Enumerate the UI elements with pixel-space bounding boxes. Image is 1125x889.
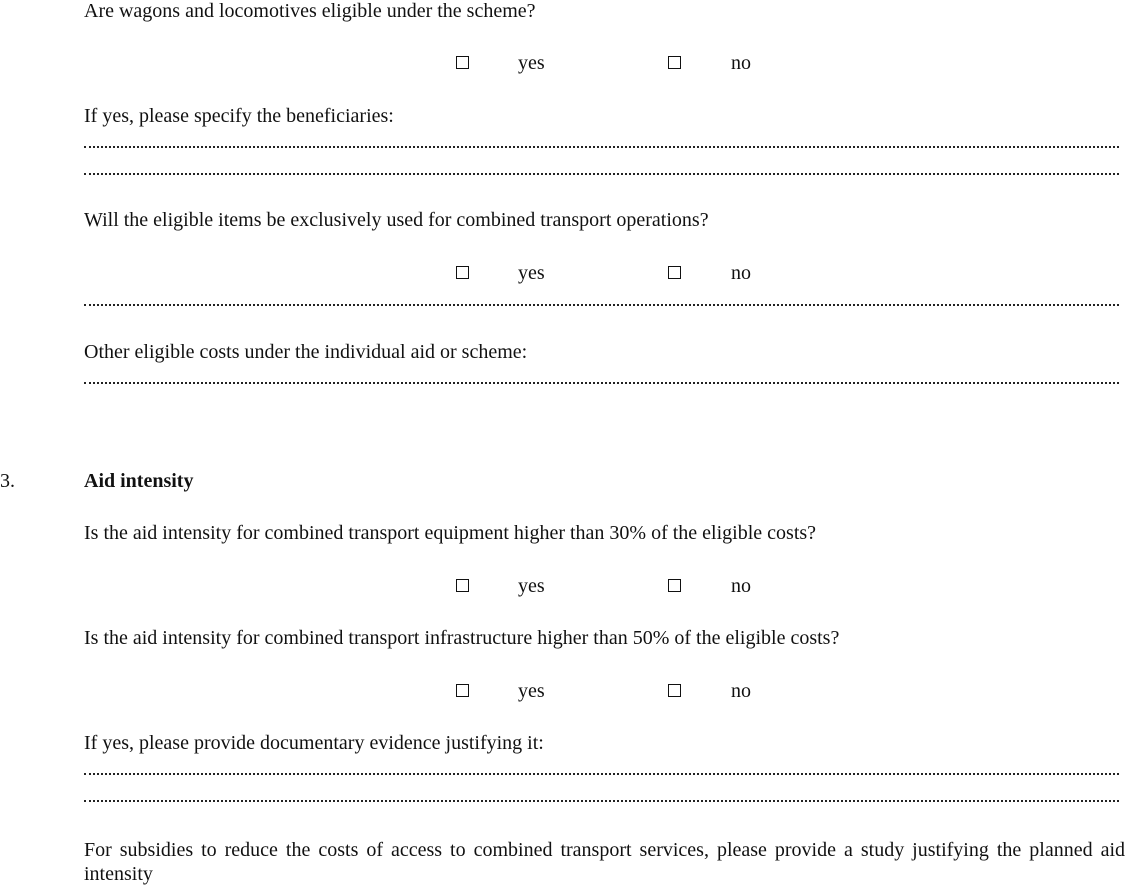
question-wagons-eligible: Are wagons and locomotives eligible under the scheme? [84, 0, 536, 22]
question-specify-beneficiaries: If yes, please specify the beneficiaries: [84, 105, 394, 127]
q2-yes-label: yes [518, 262, 545, 284]
q4-yes-label: yes [518, 575, 545, 597]
question-access-cost-subsidies: For subsidies to reduce the costs of access to combined transport services, please provide a study justifying the planned aid intensity [84, 839, 1125, 885]
section-number: 3. [0, 470, 15, 492]
answer-line-beneficiaries-1[interactable] [84, 146, 1119, 148]
q1-no-checkbox[interactable] [668, 56, 681, 69]
question-documentary-evidence: If yes, please provide documentary evidence justifying it: [84, 732, 544, 754]
q2-no-label: no [731, 262, 751, 284]
q4-no-label: no [731, 575, 751, 597]
answer-line-beneficiaries-2[interactable] [84, 173, 1119, 175]
q1-yes-label: yes [518, 52, 545, 74]
question-exclusive-use: Will the eligible items be exclusively used for combined transport operations? [84, 209, 709, 231]
answer-line-exclusive-use[interactable] [84, 304, 1119, 306]
question-other-eligible-costs: Other eligible costs under the individual aid or scheme: [84, 341, 528, 363]
q4-yes-checkbox[interactable] [456, 579, 469, 592]
q5-yes-checkbox[interactable] [456, 684, 469, 697]
answer-line-evidence-1[interactable] [84, 773, 1119, 775]
q2-yes-checkbox[interactable] [456, 266, 469, 279]
q4-no-checkbox[interactable] [668, 579, 681, 592]
question-infrastructure-intensity: Is the aid intensity for combined transport infrastructure higher than 50% of the eligible costs? [84, 627, 840, 649]
q2-no-checkbox[interactable] [668, 266, 681, 279]
q1-no-label: no [731, 52, 751, 74]
q5-no-label: no [731, 680, 751, 702]
q5-no-checkbox[interactable] [668, 684, 681, 697]
q1-yes-checkbox[interactable] [456, 56, 469, 69]
section-title: Aid intensity [84, 470, 194, 492]
answer-line-evidence-2[interactable] [84, 800, 1119, 802]
answer-line-other-costs[interactable] [84, 382, 1119, 384]
q5-yes-label: yes [518, 680, 545, 702]
question-equipment-intensity: Is the aid intensity for combined transport equipment higher than 30% of the eligible costs? [84, 522, 817, 544]
